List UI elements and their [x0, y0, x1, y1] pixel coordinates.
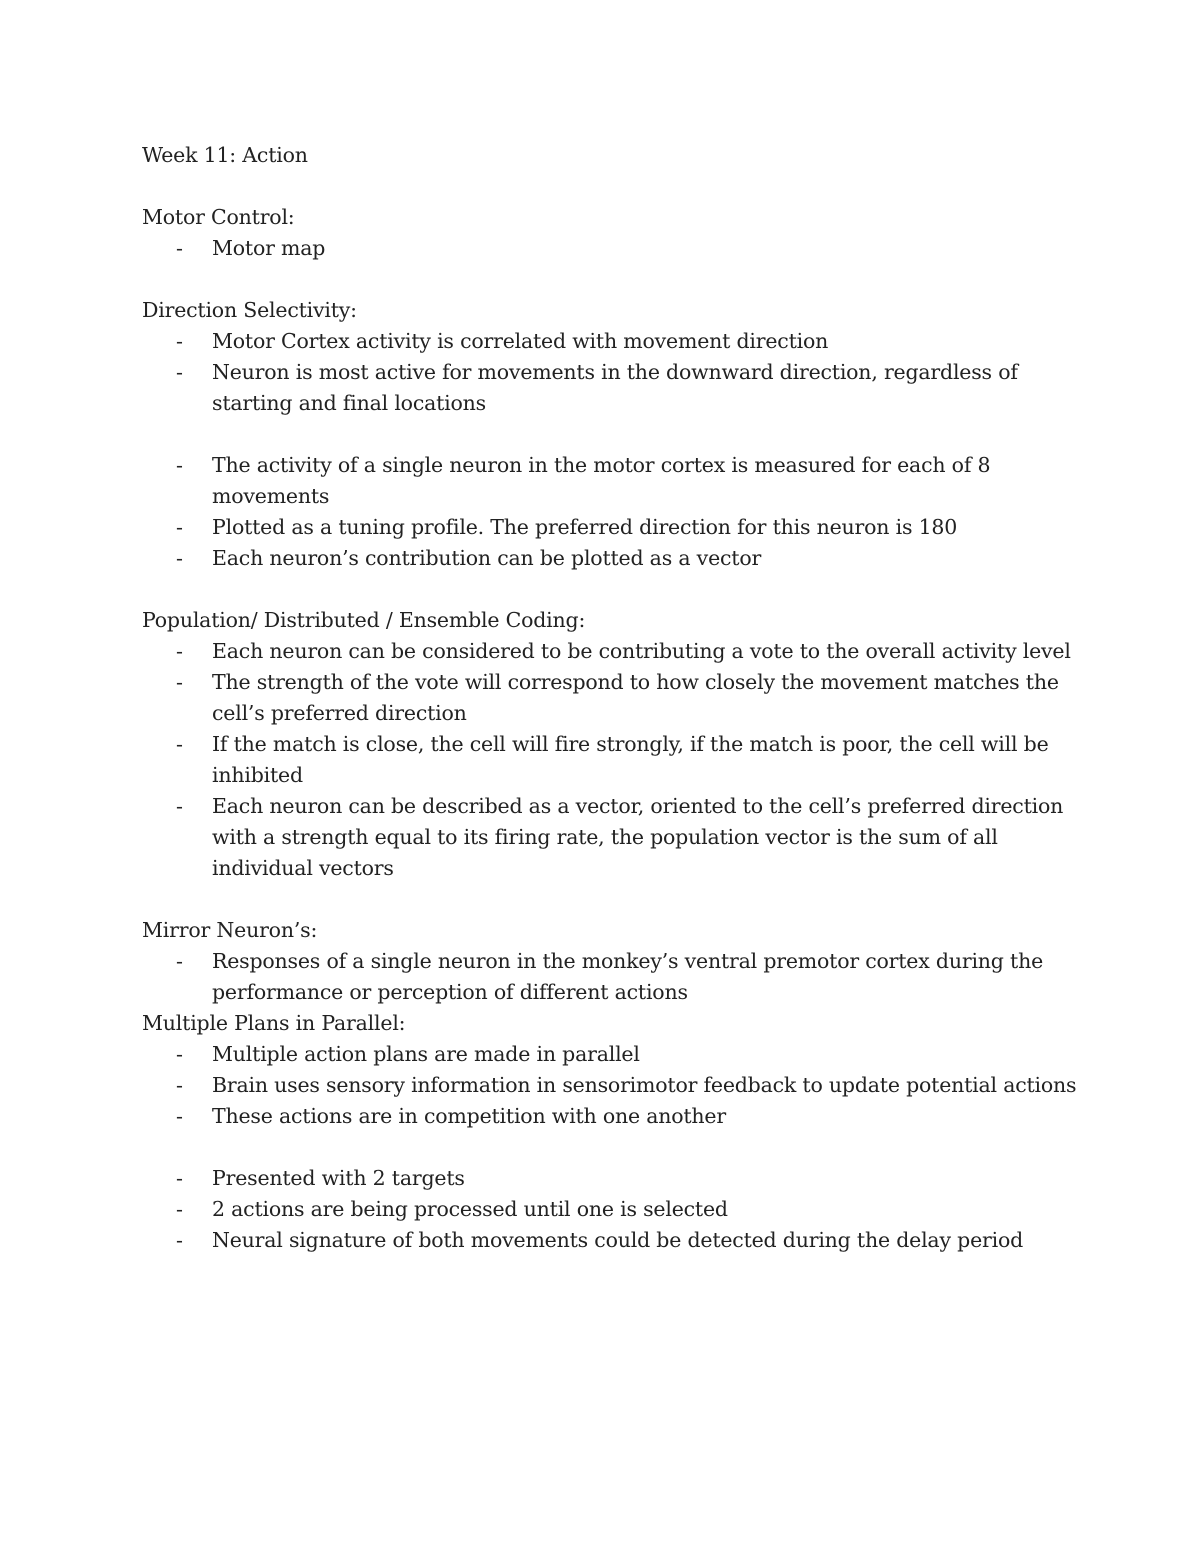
list-item-text: These actions are in competition with one another	[212, 1104, 726, 1128]
list-item-text: Neuron is most active for movements in the downward direction, regardless of starting and final locations	[212, 360, 1018, 415]
list-item	[142, 946, 1082, 1008]
list-item	[142, 450, 1082, 512]
list-item	[142, 543, 1082, 574]
section-heading-motor-control: Motor Control:	[142, 205, 295, 229]
list-item	[142, 326, 1082, 357]
list-item-text: Each neuron’s contribution can be plotted as a vector	[212, 546, 762, 570]
list-item-text: Brain uses sensory information in sensorimotor feedback to update potential actions	[212, 1073, 1077, 1097]
section-heading-population-coding: Population/ Distributed / Ensemble Coding:	[142, 608, 586, 632]
section-heading-mirror-neurons: Mirror Neuron’s:	[142, 918, 318, 942]
bullet-dash: -	[176, 1104, 183, 1128]
bullet-dash: -	[176, 732, 183, 756]
list-item-text: Motor Cortex activity is correlated with movement direction	[212, 329, 829, 353]
list-item	[142, 1101, 1082, 1132]
bullet-dash: -	[176, 360, 183, 384]
bullet-dash: -	[176, 1042, 183, 1066]
page-title: Week 11: Action	[142, 143, 308, 167]
list-item-text: Presented with 2 targets	[212, 1166, 465, 1190]
list-item-text: Responses of a single neuron in the monkey’s ventral premotor cortex during the performance or perception of different actions	[212, 949, 1044, 1004]
bullet-list-mirror-neurons	[142, 946, 1082, 1008]
list-item	[142, 233, 1082, 264]
blank-line	[142, 1132, 1082, 1163]
blank-line	[142, 264, 1082, 295]
list-item	[142, 1039, 1082, 1070]
blank-line	[142, 574, 1082, 605]
bullet-dash: -	[176, 1166, 183, 1190]
bullet-dash: -	[176, 1228, 183, 1252]
bullet-dash: -	[176, 329, 183, 353]
bullet-dash: -	[176, 546, 183, 570]
list-item-text: 2 actions are being processed until one is selected	[212, 1197, 728, 1221]
blank-line	[142, 419, 1082, 450]
bullet-list-multiple-plans-2	[142, 1163, 1082, 1256]
bullet-dash: -	[176, 1197, 183, 1221]
list-item	[142, 729, 1082, 791]
list-item-text: Multiple action plans are made in parallel	[212, 1042, 640, 1066]
bullet-dash: -	[176, 670, 183, 694]
list-item	[142, 1225, 1082, 1256]
document-body	[142, 140, 1082, 1256]
list-item-text: Each neuron can be considered to be contributing a vote to the overall activity level	[212, 639, 1071, 663]
list-item	[142, 1194, 1082, 1225]
list-item	[142, 636, 1082, 667]
bullet-dash: -	[176, 236, 183, 260]
bullet-dash: -	[176, 794, 183, 818]
list-item-text: The strength of the vote will correspond to how closely the movement matches the cell’s preferred direction	[212, 670, 1059, 725]
list-item-text: Motor map	[212, 236, 326, 260]
section-heading-multiple-plans: Multiple Plans in Parallel:	[142, 1011, 406, 1035]
list-item	[142, 512, 1082, 543]
bullet-list-multiple-plans	[142, 1039, 1082, 1132]
list-item	[142, 667, 1082, 729]
list-item-text: Neural signature of both movements could be detected during the delay period	[212, 1228, 1024, 1252]
list-item	[142, 791, 1082, 884]
section-heading-direction-selectivity: Direction Selectivity:	[142, 298, 357, 322]
list-item-text: If the match is close, the cell will fire strongly, if the match is poor, the cell will be inhibited	[212, 732, 1049, 787]
bullet-dash: -	[176, 515, 183, 539]
bullet-list-direction-selectivity-2	[142, 450, 1082, 574]
list-item	[142, 1163, 1082, 1194]
list-item-text: The activity of a single neuron in the motor cortex is measured for each of 8 movements	[212, 453, 991, 508]
list-item	[142, 357, 1082, 419]
bullet-dash: -	[176, 1073, 183, 1097]
bullet-dash: -	[176, 639, 183, 663]
bullet-dash: -	[176, 453, 183, 477]
bullet-list-motor-control	[142, 233, 1082, 264]
blank-line	[142, 171, 1082, 202]
list-item-text: Each neuron can be described as a vector, oriented to the cell’s preferred direction with a strength equal to its firing rate, the population vector is the sum of all individual vectors	[212, 794, 1064, 880]
list-item-text: Plotted as a tuning profile. The preferred direction for this neuron is 180	[212, 515, 958, 539]
list-item	[142, 1070, 1082, 1101]
bullet-list-population-coding	[142, 636, 1082, 884]
blank-line	[142, 884, 1082, 915]
bullet-dash: -	[176, 949, 183, 973]
bullet-list-direction-selectivity	[142, 326, 1082, 419]
